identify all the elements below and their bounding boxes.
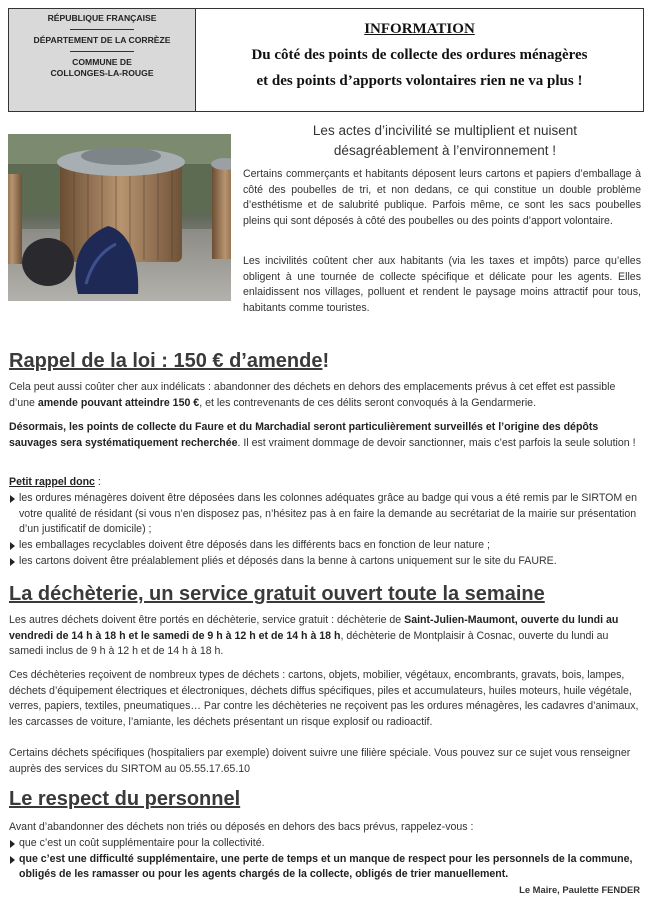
intro-title-line2: désagréablement à l’environnement ! — [333, 143, 557, 158]
dechetterie-paragraph-2: Ces déchèteries reçoivent de nombreux types de déchets : cartons, objets, mobilier, végétaux, encombrants, gravats, bois, lampes, déchets d’équipement électriques et électroniques, déchets diffus spécifiques, piles et accumulateurs, huiles moteurs, huile végétale, verres, papiers, textiles, pneumatiques… Par contre les déchèteries ne reçoivent pas les ordures ménagères, les cadavres d’animaux, les carcasses de voiture, l’amiante, les déchets présentant un risque explosif ou radioactif. — [9, 669, 639, 729]
law-p1-text-end: , et les contrevenants de ces délits seront convoqués à la Gendarmerie. — [199, 396, 537, 409]
section-title-law-suffix: ! — [322, 350, 330, 372]
signature: Le Maire, Paulette FENDER — [519, 884, 640, 895]
dechetterie-p1-text: Les autres déchets doivent être portés en déchèterie, service gratuit : déchèterie de — [9, 614, 405, 626]
intro-title — [245, 121, 645, 161]
section-title-law-text: Rappel de la loi : 150 € d’amende — [9, 350, 323, 372]
intro-paragraph-1: Certains commerçants et habitants déposent leurs cartons et papiers d’emballage à côté des poubelles de tri, et non dedans, ce qui constitue un double problème d’esthétisme et de salubrité publique. Parfois même, ce sont les sacs poubelles pleins qui sont déposés à côté des poubelles ou des points d’apport volontaire. — [243, 168, 641, 228]
divider — [70, 29, 134, 30]
law-p1-amount: amende pouvant atteindre 150 € — [37, 396, 200, 409]
department-label: DÉPARTEMENT DE LA CORRÈZE — [33, 35, 171, 45]
law-paragraph-1 — [9, 380, 641, 411]
section-title-law — [9, 350, 329, 373]
list-item: que c’est une difficulté supplémentaire, une perte de temps et un manque de respect pour les personnels de la commune, obligés de les ramasser ou pour les agents chargés de la collecte, obligés de trier manuellement. — [9, 852, 643, 883]
dechetterie-p1-bold: Saint-Julien-Maumont, ouverte du lundi au vendredi de 14 h à 18 h et le samedi de 9 h à 12 h et de 14 h à 18 h — [9, 614, 619, 642]
list-item: les emballages recyclables doivent être déposés dans les différents bacs en fonction de leur nature ; — [9, 538, 643, 554]
header-box — [8, 8, 644, 112]
page-title: INFORMATION — [364, 21, 475, 37]
page-subtitle-line1: Du côté des points de collecte des ordures ménagères — [251, 47, 588, 63]
intro-paragraph-2: Les incivilités coûtent cher aux habitants (via les taxes et impôts) parce qu’elles obligent à une tournée de collecte spécifique et délicate pour les agents. Elles enlaidissent nos villages, polluent et rendent le paysage moins attractif pour tous, habitants comme touristes. — [243, 255, 641, 315]
list-item: que c’est un coût supplémentaire pour la collectivité. — [9, 836, 643, 852]
header-title-block — [196, 9, 643, 111]
divider — [70, 51, 134, 52]
respect-list — [9, 836, 643, 883]
dechetterie-paragraph-1 — [9, 613, 641, 660]
intro-title-line1: Les actes d’incivilité se multiplient et nuisent — [312, 123, 578, 138]
header-authority — [9, 9, 196, 111]
waste-bins-photo — [8, 134, 231, 301]
rappel-label-suffix: : — [94, 476, 101, 488]
dechetterie-p1-text-end: , déchèterie de Montplaisir à Cosnac, ouverte du lundi au samedi inclus de 9 h à 12 h et de 14 h à 18 h. — [9, 629, 609, 658]
rappel-list — [9, 491, 643, 570]
respect-paragraph: Avant d’abandonner des déchets non triés ou déposés en dehors des bacs prévus, rappelez-vous : — [9, 821, 474, 833]
law-p1-text: Cela peut aussi coûter cher aux indélicats : abandonner des déchets en dehors des emplacements prévus à cet effet est passible d’une — [9, 381, 616, 409]
section-title-dechetterie: La déchèterie, un service gratuit ouvert toute la semaine — [9, 583, 545, 605]
rappel-label-text: Petit rappel donc — [9, 476, 95, 488]
rappel-label — [9, 475, 641, 491]
republic-label: RÉPUBLIQUE FRANÇAISE — [47, 13, 157, 23]
commune-label: COMMUNE DE — [72, 57, 132, 67]
law-p2-text: . Il est vraiment dommage de devoir sanctionner, mais c’est parfois la seule solution ! — [237, 436, 636, 449]
list-item: les ordures ménagères doivent être déposées dans les colonnes adéquates grâce au badge qui vous a été remis par le SIRTOM en votre qualité de résidant (si vous n’en disposez pas, n’hésitez pas à en faire la demande au secrétariat de la mairie sur présentation d’un justificatif de domicile) ; — [9, 491, 643, 538]
commune-name: COLLONGES-LA-ROUGE — [50, 68, 154, 78]
law-p2-bold: Désormais, les points de collecte du Faure et du Marchadial seront particulièrement surveillés et l’origine des dépôts sauvages sera systématiquement recherchée — [9, 421, 599, 449]
law-paragraph-2 — [9, 420, 641, 451]
page-subtitle-line2: et des points d’apports volontaires rien ne va plus ! — [256, 73, 583, 89]
section-title-respect: Le respect du personnel — [9, 788, 241, 810]
waste-bins-illustration — [8, 134, 231, 301]
dechetterie-paragraph-3: Certains déchets spécifiques (hospitaliers par exemple) doivent suivre une filière spéciale. Vous pouvez sur ce sujet vous renseigner auprès des services du SIRTOM au 05.55.17.65.10 — [9, 747, 631, 775]
list-item: les cartons doivent être préalablement pliés et déposés dans la benne à cartons uniquement sur le site du FAURE. — [9, 554, 643, 570]
